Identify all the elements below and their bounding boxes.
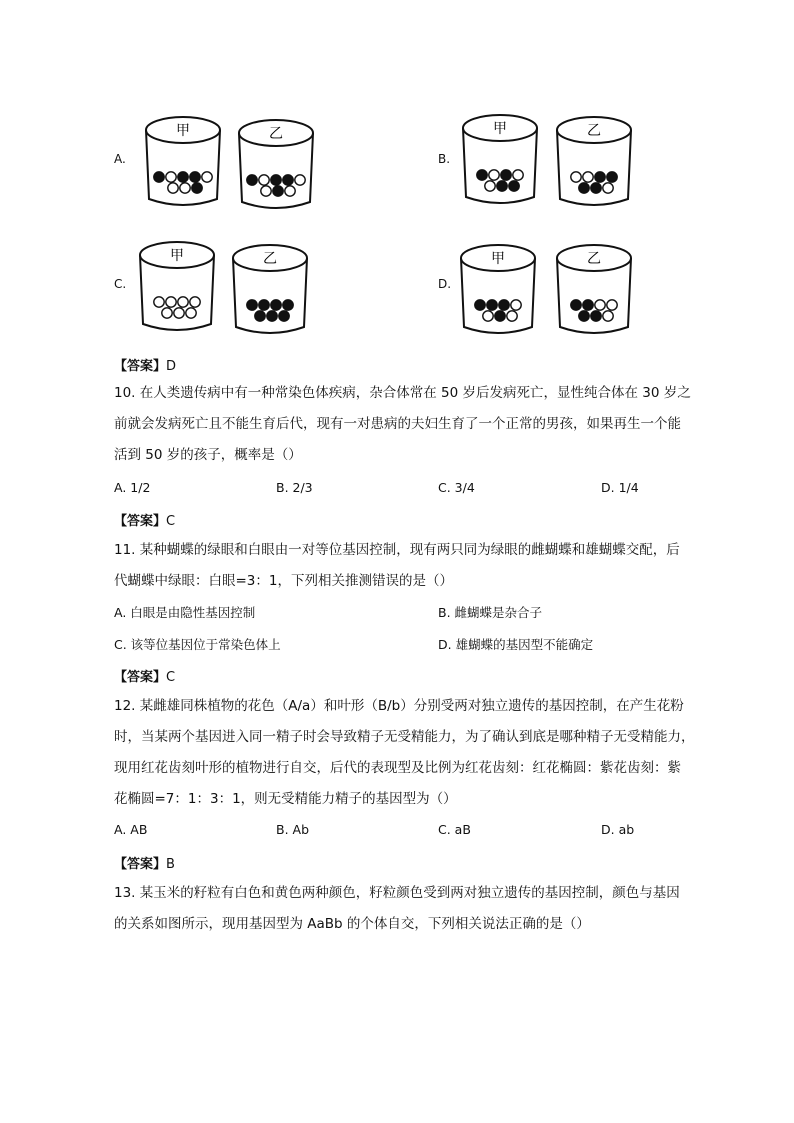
jar-jia — [143, 115, 223, 211]
white-ball — [285, 186, 295, 196]
answer-label: 【答案】 — [114, 514, 167, 529]
black-ball — [259, 300, 269, 310]
q13-line: 的关系如图所示，现用基因型为 AaBb 的个体自交，下列相关说法正确的是（） — [114, 916, 590, 932]
white-ball — [295, 175, 305, 185]
q12-line: 时，当某两个基因进入同一精子时会导致精子无受精能力，为了确认到底是哪种精子无受精能力， — [114, 729, 695, 745]
black-ball — [178, 172, 188, 182]
white-ball — [174, 308, 184, 318]
black-ball — [571, 300, 581, 310]
white-ball — [513, 170, 523, 180]
white-ball — [178, 297, 188, 307]
q11-line: 代蝴蝶中绿眼：白眼=3：1，下列相关推测错误的是（） — [114, 573, 453, 589]
white-ball — [603, 311, 613, 321]
white-ball — [166, 172, 176, 182]
black-ball — [497, 181, 507, 191]
white-ball — [571, 172, 581, 182]
black-ball — [273, 186, 283, 196]
jar-yi — [236, 118, 316, 214]
white-ball — [489, 170, 499, 180]
q12-choice-b: B. Ab — [276, 822, 310, 837]
white-ball — [186, 308, 196, 318]
q12-choice-a: A. AB — [114, 822, 148, 837]
black-ball — [192, 183, 202, 193]
q12-choice-d: D. ab — [601, 822, 635, 837]
answer-value: D — [166, 359, 177, 374]
jar-jia — [460, 113, 540, 209]
black-ball — [247, 300, 257, 310]
q10-choice-b: B. 2/3 — [276, 480, 313, 495]
black-ball — [501, 170, 511, 180]
q11-choice-a: A. 白眼是由隐性基因控制 — [114, 605, 256, 620]
black-ball — [595, 172, 605, 182]
black-ball — [283, 175, 293, 185]
black-ball — [499, 300, 509, 310]
white-ball — [168, 183, 178, 193]
white-ball — [162, 308, 172, 318]
q12-choice-c: C. aB — [438, 822, 471, 837]
white-ball — [180, 183, 190, 193]
jar-label: 甲 — [493, 121, 507, 137]
jar-label: 甲 — [491, 251, 505, 267]
black-ball — [579, 311, 589, 321]
jar-label: 甲 — [176, 123, 190, 139]
q10-choice-a: A. 1/2 — [114, 480, 151, 495]
q10-line: 10. 在人类遗传病中有一种常染色体疾病，杂合体常在 50 岁后发病死亡，显性纯合体在 30 岁之 — [114, 385, 691, 401]
black-ball — [154, 172, 164, 182]
white-ball — [583, 172, 593, 182]
jar-yi — [554, 243, 634, 339]
q11-line: 11. 某种蝴蝶的绿眼和白眼由一对等位基因控制，现有两只同为绿眼的雌蝴蝶和雄蝴蝶交配，后 — [114, 542, 680, 558]
black-ball — [579, 183, 589, 193]
option-letter: B. — [438, 152, 451, 166]
q11-choice-d: D. 雄蝴蝶的基因型不能确定 — [438, 637, 594, 652]
black-ball — [591, 311, 601, 321]
white-ball — [507, 311, 517, 321]
q10-answer — [114, 510, 175, 529]
jar-label: 甲 — [170, 248, 184, 264]
jar-jia — [137, 240, 217, 336]
black-ball — [271, 175, 281, 185]
jar-jia — [458, 243, 538, 339]
white-ball — [154, 297, 164, 307]
jar-yi — [230, 243, 310, 339]
q9-answer — [114, 355, 176, 374]
black-ball — [477, 170, 487, 180]
black-ball — [475, 300, 485, 310]
black-ball — [267, 311, 277, 321]
answer-label: 【答案】 — [114, 857, 167, 872]
q12-line: 12. 某雌雄同株植物的花色（A/a）和叶形（B/b）分别受两对独立遗传的基因控制，在产生花粉 — [114, 698, 684, 714]
black-ball — [583, 300, 593, 310]
white-ball — [485, 181, 495, 191]
black-ball — [283, 300, 293, 310]
black-ball — [487, 300, 497, 310]
jar-label: 乙 — [587, 123, 601, 139]
white-ball — [511, 300, 521, 310]
white-ball — [483, 311, 493, 321]
q12-line: 花椭圆=7：1：3：1，则无受精能力精子的基因型为（） — [114, 791, 457, 807]
black-ball — [495, 311, 505, 321]
black-ball — [591, 183, 601, 193]
black-ball — [509, 181, 519, 191]
answer-label: 【答案】 — [114, 670, 167, 685]
white-ball — [202, 172, 212, 182]
answer-value: B — [166, 857, 175, 872]
q12-answer — [114, 853, 175, 872]
q11-answer — [114, 666, 175, 685]
q10-line: 活到 50 岁的孩子，概率是（） — [114, 447, 302, 463]
jar-label: 乙 — [587, 251, 601, 267]
white-ball — [259, 175, 269, 185]
q13-line: 13. 某玉米的籽粒有白色和黄色两种颜色，籽粒颜色受到两对独立遗传的基因控制，颜色与基因 — [114, 885, 680, 901]
white-ball — [166, 297, 176, 307]
black-ball — [247, 175, 257, 185]
white-ball — [603, 183, 613, 193]
answer-label: 【答案】 — [114, 359, 167, 374]
answer-value: C — [166, 514, 176, 529]
q11-choice-b: B. 雌蝴蝶是杂合子 — [438, 605, 543, 620]
option-letter: A. — [114, 152, 126, 166]
jar-label: 乙 — [263, 251, 277, 267]
jar-label: 乙 — [269, 126, 283, 142]
answer-value: C — [166, 670, 176, 685]
q11-choice-c: C. 该等位基因位于常染色体上 — [114, 637, 281, 652]
jar-yi — [554, 115, 634, 211]
option-letter: D. — [438, 277, 452, 291]
white-ball — [190, 297, 200, 307]
black-ball — [255, 311, 265, 321]
black-ball — [271, 300, 281, 310]
white-ball — [261, 186, 271, 196]
black-ball — [190, 172, 200, 182]
q12-line: 现用红花齿刻叶形的植物进行自交，后代的表现型及比例为红花齿刻：红花椭圆：紫花齿刻：紫 — [114, 760, 681, 776]
q10-choice-c: C. 3/4 — [438, 480, 475, 495]
white-ball — [595, 300, 605, 310]
black-ball — [279, 311, 289, 321]
q10-line: 前就会发病死亡且不能生育后代，现有一对患病的夫妇生育了一个正常的男孩，如果再生一个能 — [114, 416, 681, 432]
black-ball — [607, 172, 617, 182]
option-letter: C. — [114, 277, 127, 291]
white-ball — [607, 300, 617, 310]
q10-choice-d: D. 1/4 — [601, 480, 639, 495]
